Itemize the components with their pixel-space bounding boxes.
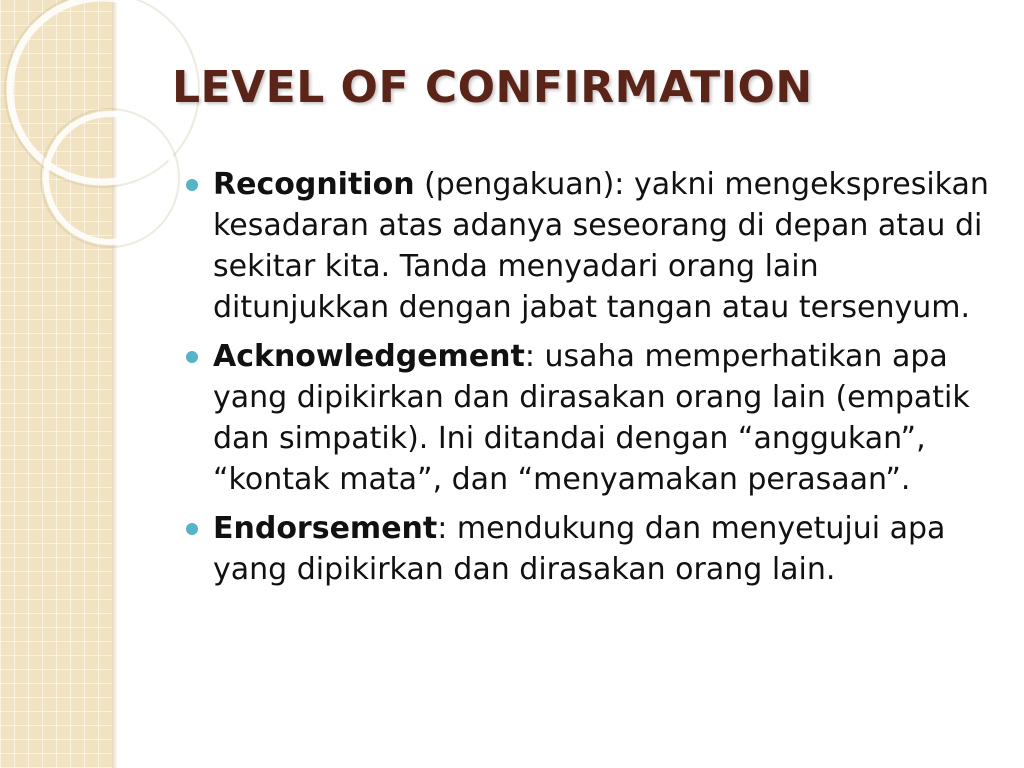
term-endorsement: Endorsement bbox=[213, 511, 438, 546]
list-item-acknowledgement bbox=[186, 336, 996, 500]
slide-title: LEVEL OF CONFIRMATION bbox=[172, 62, 813, 113]
bullet-dot-icon bbox=[186, 523, 198, 535]
description-recognition: (pengakuan): yakni mengekspresikan kesadaran atas adanya seseorang di depan atau di sekitar kita. Tanda menyadari orang lain ditunjukkan dengan jabat tangan atau tersenyum. bbox=[213, 167, 989, 325]
bullet-dot-icon bbox=[186, 351, 198, 363]
term-recognition: Recognition bbox=[213, 167, 415, 202]
description-acknowledgement: : usaha memperhatikan apa yang dipikirkan dan dirasakan orang lain (empatik dan simpatik). Ini ditandai dengan “anggukan”, “kontak mata”, dan “menyamakan perasaan”. bbox=[213, 339, 970, 497]
bullet-list bbox=[186, 164, 996, 598]
term-acknowledgement: Acknowledgement bbox=[213, 339, 525, 374]
list-item-endorsement bbox=[186, 508, 996, 590]
bullet-dot-icon bbox=[186, 179, 198, 191]
description-endorsement: : mendukung dan menyetujui apa yang dipikirkan dan dirasakan orang lain. bbox=[213, 511, 946, 587]
decorative-circles bbox=[0, 0, 200, 260]
list-item-recognition bbox=[186, 164, 996, 328]
